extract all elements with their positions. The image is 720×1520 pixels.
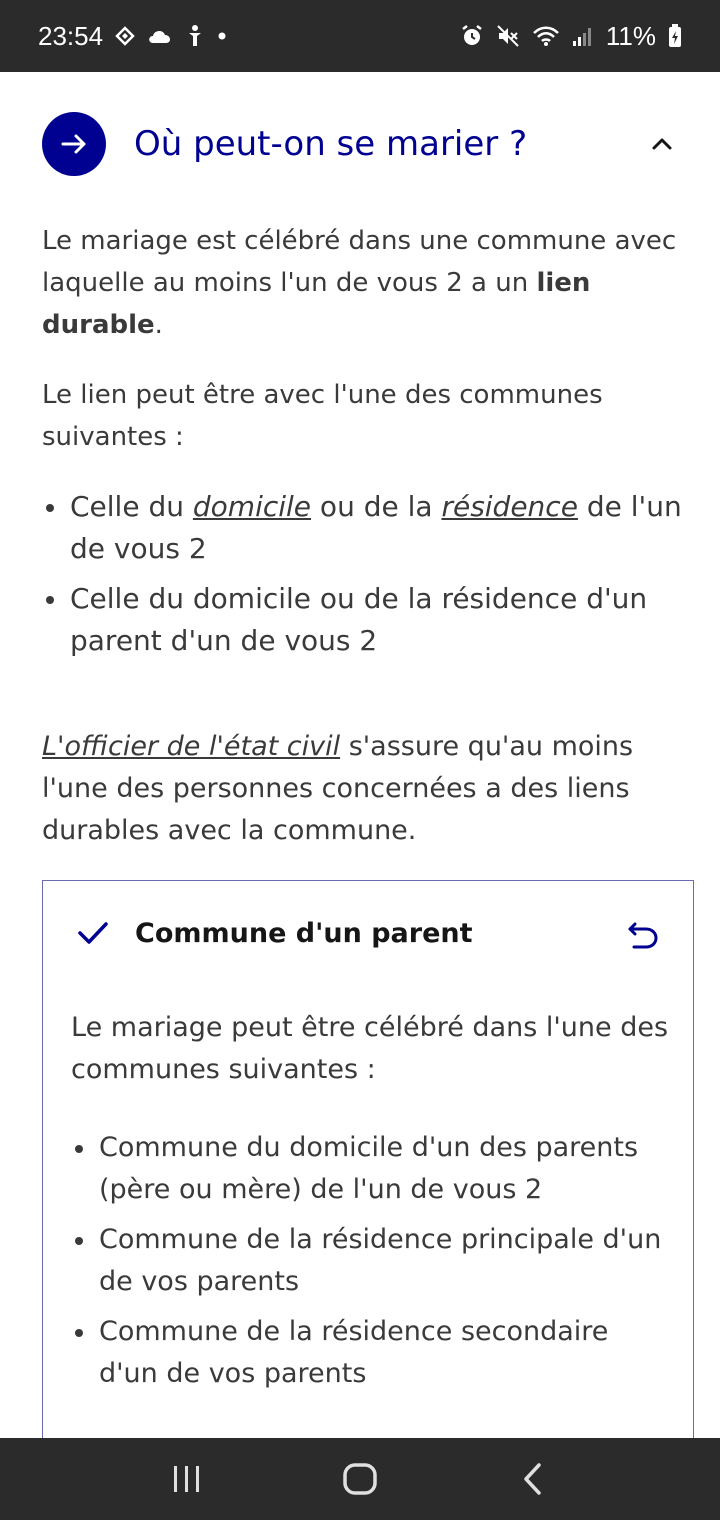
item-text: de l'un de vous 2 <box>70 490 682 565</box>
status-time: 23:54 <box>38 20 104 51</box>
link-paragraph: Le lien peut être avec l'une des communes suivantes : <box>42 380 603 452</box>
card-title: Commune d'un parent <box>135 917 473 949</box>
battery-icon <box>668 24 682 48</box>
list-item: Commune de la résidence principale d'un de vos parents <box>71 1219 671 1303</box>
back-icon[interactable] <box>503 1449 563 1509</box>
section-title: Où peut-on se marier ? <box>134 124 528 164</box>
chevron-up-icon[interactable] <box>642 124 682 164</box>
home-icon[interactable] <box>330 1449 390 1509</box>
item-text: ou de la <box>311 490 442 523</box>
undo-icon[interactable] <box>623 913 663 953</box>
domicile-link[interactable]: domicile <box>192 490 312 523</box>
residence-link[interactable]: résidence <box>441 490 578 523</box>
nfc-icon <box>115 26 135 46</box>
list-item: Commune du domicile d'un des parents (père ou mère) de l'un de vous 2 <box>71 1127 671 1211</box>
dot-icon <box>217 31 227 41</box>
page-content[interactable] <box>0 72 720 1438</box>
wifi-icon <box>532 25 560 47</box>
item-text: Celle du <box>70 490 193 523</box>
list-item: Commune de la résidence secondaire d'un de vos parents <box>71 1311 671 1395</box>
status-left <box>38 21 227 52</box>
list-item: Celle du domicile ou de la résidence d'un parent d'un de vous 2 <box>42 578 692 662</box>
intro-text: Le mariage est célébré dans une commune avec laquelle au moins l'un de vous 2 a un <box>42 226 677 298</box>
accordion-header[interactable] <box>42 112 682 176</box>
officer-paragraph <box>42 726 692 852</box>
check-icon <box>75 915 111 951</box>
intro-paragraph <box>42 220 692 346</box>
status-bar <box>0 0 720 72</box>
navigation-bar <box>0 1438 720 1520</box>
battery-percent: 11% <box>605 20 656 51</box>
alarm-icon <box>460 24 484 48</box>
status-right <box>460 21 682 52</box>
officer-text: s'assure qu'au moins l'une des personnes concernées a des liens durables avec la commune. <box>42 731 634 846</box>
officier-link[interactable]: L'officier de l'état civil <box>42 731 341 762</box>
recent-apps-icon[interactable] <box>157 1449 217 1509</box>
cloud-icon <box>147 27 173 45</box>
card-header[interactable] <box>75 911 663 955</box>
parent-commune-card <box>42 880 694 1438</box>
card-list <box>71 1127 671 1403</box>
commune-list <box>42 486 692 670</box>
card-intro: Le mariage peut être célébré dans l'une des communes suivantes : <box>71 1012 669 1085</box>
list-item <box>42 486 692 570</box>
arrow-right-icon <box>42 112 106 176</box>
mute-icon <box>496 24 520 48</box>
signal-icon <box>572 25 594 47</box>
accessibility-icon <box>185 24 205 48</box>
intro-bold: lien durable <box>42 268 591 340</box>
intro-end: . <box>154 310 163 340</box>
